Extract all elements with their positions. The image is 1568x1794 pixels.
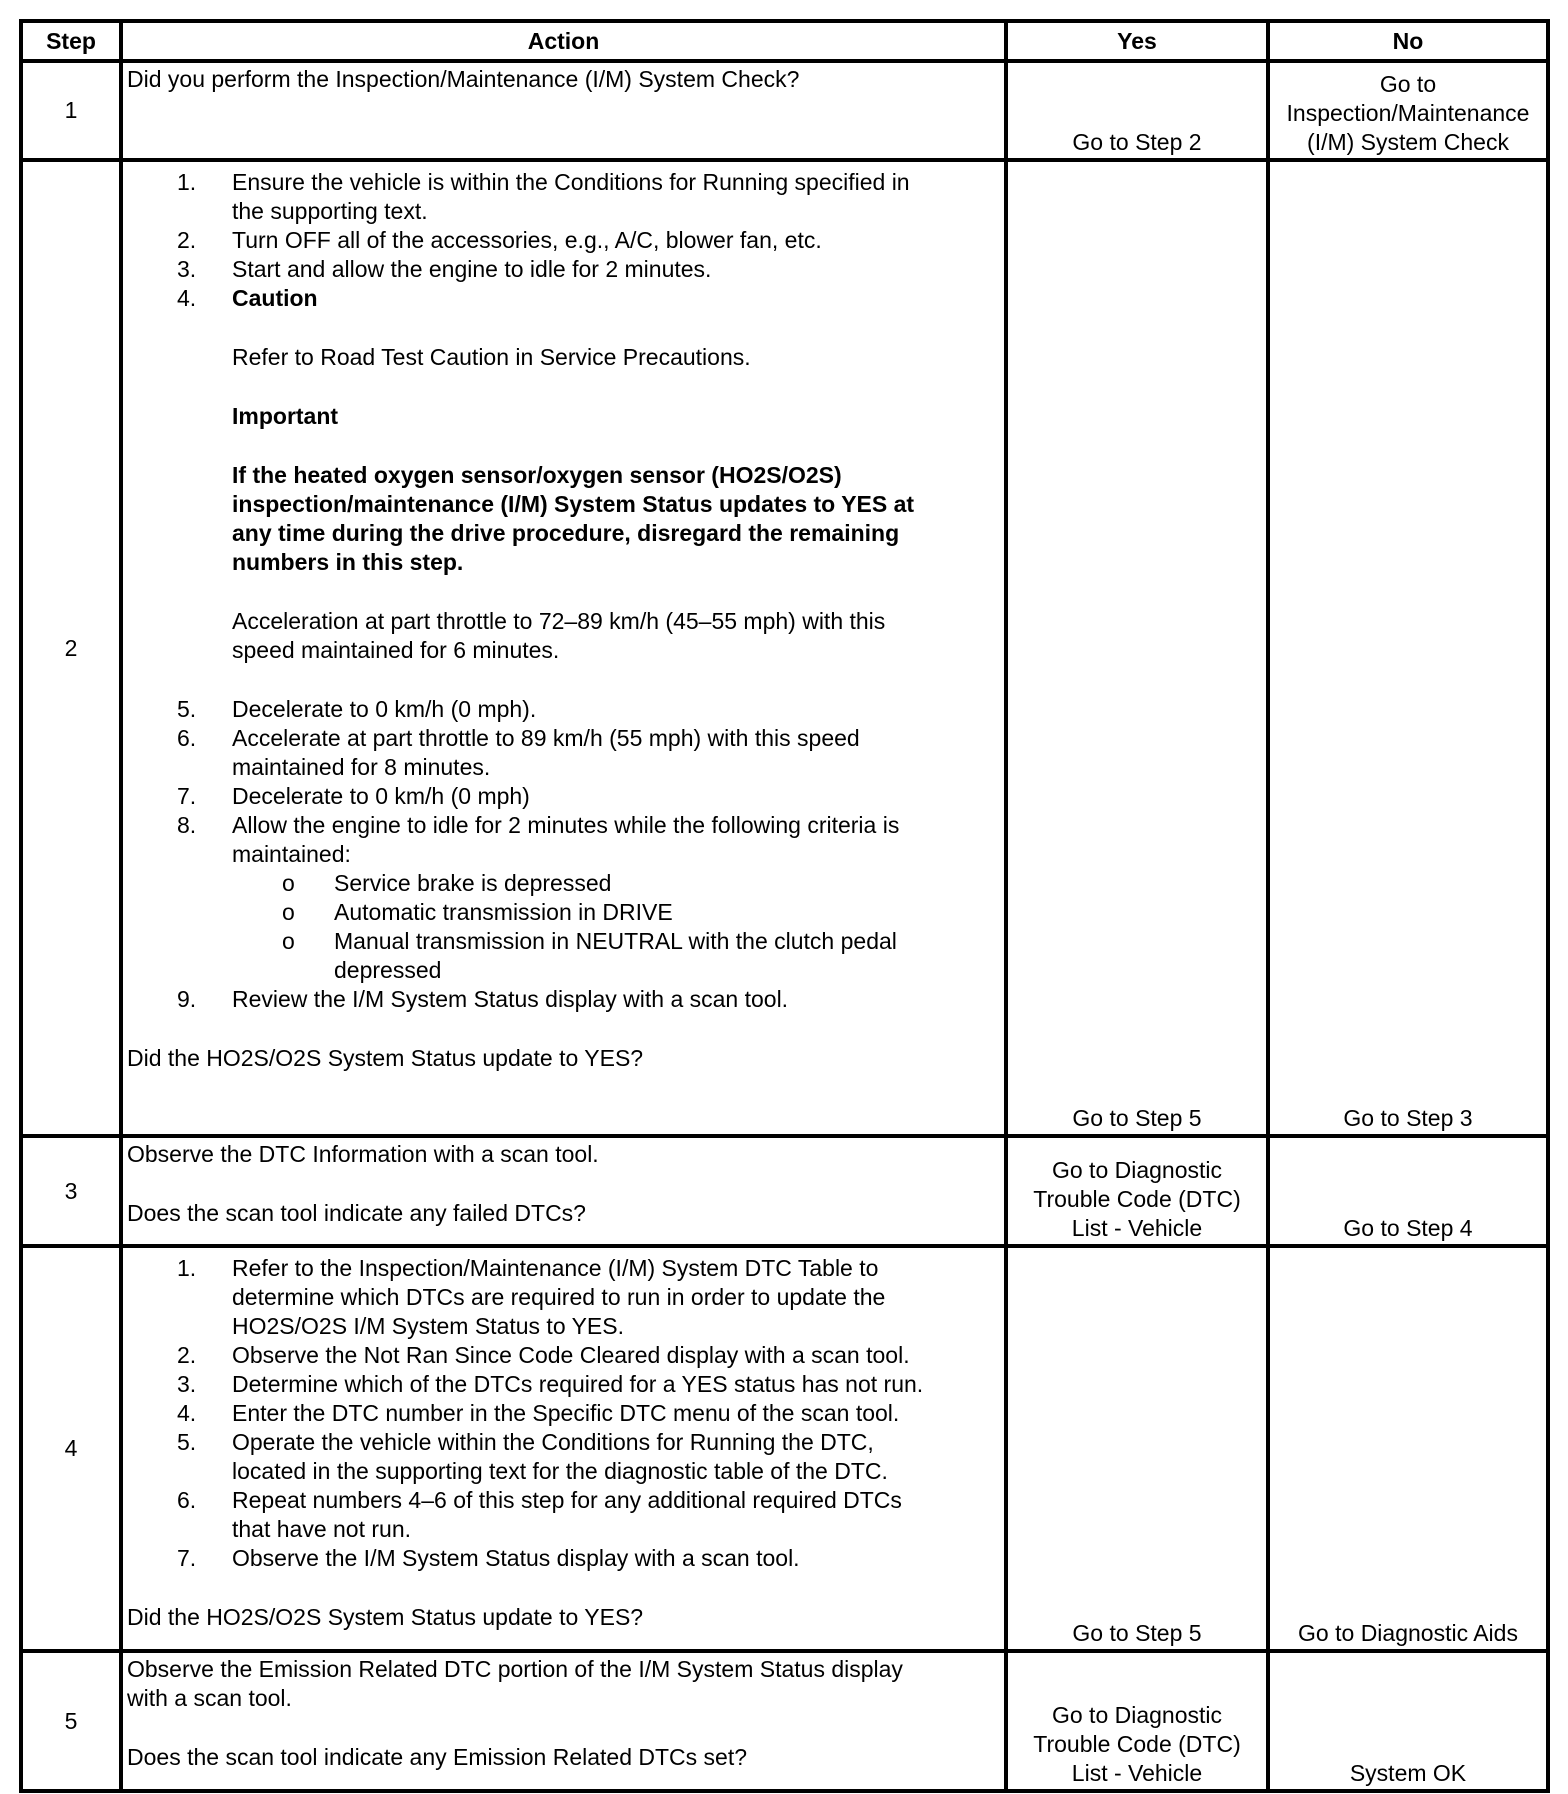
bullet-icon: o: [282, 928, 295, 954]
item-number: 7.: [177, 783, 197, 809]
step-number: 3: [21, 1136, 121, 1246]
bullet-icon: o: [282, 899, 295, 925]
item-number: 2.: [177, 227, 197, 253]
important-line: If the heated oxygen sensor/oxygen sensor (HO2S/O2S): [232, 462, 842, 488]
bullet-item: [127, 869, 1000, 898]
list-item: [127, 1486, 1000, 1544]
caution-text: Refer to Road Test Caution in Service Precautions.: [232, 344, 751, 370]
acceleration-text: [127, 607, 1000, 665]
list-item: [127, 255, 1000, 284]
important-line: numbers in this step.: [232, 549, 464, 575]
step-number: 4: [21, 1246, 121, 1651]
no-result-line: Go to: [1379, 71, 1437, 97]
table-row: [21, 160, 1548, 1136]
bullet-line: Manual transmission in NEUTRAL with the clutch pedal: [334, 928, 897, 954]
bullet-line: Service brake is depressed: [334, 870, 612, 896]
item-number: 1.: [177, 1255, 197, 1281]
action-cell: [121, 1651, 1006, 1791]
action-cell: [121, 1246, 1006, 1651]
bullet-item: [127, 898, 1000, 927]
item-line: Ensure the vehicle is within the Conditions for Running specified in: [232, 169, 910, 195]
item-number: 6.: [177, 725, 197, 751]
step-list: [127, 168, 1000, 313]
question-text: Did the HO2S/O2S System Status update to YES?: [127, 1045, 644, 1071]
item-line: Refer to the Inspection/Maintenance (I/M) System DTC Table to: [232, 1255, 879, 1281]
header-no: No: [1268, 21, 1548, 61]
no-result: Go to Diagnostic Aids: [1268, 1246, 1548, 1651]
item-line: located in the supporting text for the diagnostic table of the DTC.: [232, 1458, 888, 1484]
item-line: the supporting text.: [232, 198, 428, 224]
item-line: Decelerate to 0 km/h (0 mph).: [232, 696, 537, 722]
item-line: maintained:: [232, 841, 351, 867]
list-item: [127, 284, 1000, 313]
yes-result: [1006, 1651, 1268, 1791]
item-number: 2.: [177, 1342, 197, 1368]
bullet-item: [127, 927, 1000, 985]
step-number: 1: [21, 61, 121, 160]
header-step: Step: [21, 21, 121, 61]
question-text: Did you perform the Inspection/Maintenance (I/M) System Check?: [127, 66, 800, 92]
yes-result-line: List - Vehicle: [1071, 1760, 1203, 1786]
yes-result-line: Trouble Code (DTC): [1033, 1186, 1241, 1212]
step-number: 2: [21, 160, 121, 1136]
table-row: [21, 1136, 1548, 1246]
no-result: [1268, 61, 1548, 160]
step-number: 5: [21, 1651, 121, 1791]
list-item: [127, 1341, 1000, 1370]
no-result-line: Inspection/Maintenance: [1286, 100, 1530, 126]
bullet-icon: o: [282, 870, 295, 896]
list-item: [127, 1370, 1000, 1399]
item-line: Determine which of the DTCs required for a YES status has not run.: [232, 1371, 924, 1397]
item-number: 4.: [177, 285, 197, 311]
item-number: 7.: [177, 1545, 197, 1571]
header-row: [21, 21, 1548, 61]
no-result: System OK: [1268, 1651, 1548, 1791]
list-item: [127, 168, 1000, 226]
question-text: Did the HO2S/O2S System Status update to YES?: [127, 1604, 644, 1630]
step-list: [127, 695, 1000, 1014]
yes-result-line: Trouble Code (DTC): [1033, 1731, 1241, 1757]
important-line: inspection/maintenance (I/M) System Status updates to YES at: [232, 491, 915, 517]
item-number: 5.: [177, 1429, 197, 1455]
action-text: Observe the DTC Information with a scan tool.: [127, 1141, 599, 1167]
item-line: Allow the engine to idle for 2 minutes while the following criteria is: [232, 812, 900, 838]
question-text: Does the scan tool indicate any failed DTCs?: [127, 1200, 586, 1226]
action-line: with a scan tool.: [127, 1685, 292, 1711]
important-line: any time during the drive procedure, disregard the remaining: [232, 520, 900, 546]
acceleration-line: Acceleration at part throttle to 72–89 km/h (45–55 mph) with this: [232, 608, 886, 634]
list-item: [127, 811, 1000, 869]
yes-result: Go to Step 5: [1006, 1246, 1268, 1651]
item-number: 1.: [177, 169, 197, 195]
item-number: 5.: [177, 696, 197, 722]
item-line: maintained for 8 minutes.: [232, 754, 491, 780]
action-cell: [121, 1136, 1006, 1246]
action-cell: [121, 61, 1006, 160]
table-row: [21, 61, 1548, 160]
item-line: Review the I/M System Status display with a scan tool.: [232, 986, 789, 1012]
item-number: 8.: [177, 812, 197, 838]
caution-label: Caution: [232, 285, 318, 311]
no-result: Go to Step 4: [1268, 1136, 1548, 1246]
item-line: Observe the Not Ran Since Code Cleared display with a scan tool.: [232, 1342, 910, 1368]
no-result: Go to Step 3: [1268, 160, 1548, 1136]
action-line: Observe the Emission Related DTC portion of the I/M System Status display: [127, 1656, 903, 1682]
table-row: [21, 1246, 1548, 1651]
no-result-line: (I/M) System Check: [1307, 129, 1509, 155]
action-cell: [121, 160, 1006, 1136]
list-item: [127, 724, 1000, 782]
item-line: Decelerate to 0 km/h (0 mph): [232, 783, 530, 809]
list-item: [127, 1399, 1000, 1428]
item-line: that have not run.: [232, 1516, 412, 1542]
yes-result-line: Go to Diagnostic: [1051, 1157, 1223, 1183]
yes-result: Go to Step 5: [1006, 160, 1268, 1136]
item-number: 3.: [177, 256, 197, 282]
item-line: Enter the DTC number in the Specific DTC menu of the scan tool.: [232, 1400, 900, 1426]
item-line: Start and allow the engine to idle for 2 minutes.: [232, 256, 712, 282]
important-label: Important: [232, 403, 339, 429]
item-line: HO2S/O2S I/M System Status to YES.: [232, 1313, 624, 1339]
yes-result: [1006, 1136, 1268, 1246]
header-action: Action: [121, 21, 1006, 61]
question-text: Does the scan tool indicate any Emission Related DTCs set?: [127, 1744, 748, 1770]
item-line: Repeat numbers 4–6 of this step for any additional required DTCs: [232, 1487, 902, 1513]
item-line: Accelerate at part throttle to 89 km/h (55 mph) with this speed: [232, 725, 860, 751]
list-item: [127, 782, 1000, 811]
important-text: [127, 461, 1000, 577]
item-line: Observe the I/M System Status display with a scan tool.: [232, 1545, 800, 1571]
item-line: Turn OFF all of the accessories, e.g., A/C, blower fan, etc.: [232, 227, 822, 253]
table-row: [21, 1651, 1548, 1791]
list-item: [127, 1254, 1000, 1341]
list-item: [127, 226, 1000, 255]
diagnostic-table: [19, 19, 1550, 1793]
item-line: Operate the vehicle within the Conditions for Running the DTC,: [232, 1429, 874, 1455]
item-number: 3.: [177, 1371, 197, 1397]
list-item: [127, 1428, 1000, 1486]
list-item: [127, 985, 1000, 1014]
item-number: 6.: [177, 1487, 197, 1513]
yes-result-line: List - Vehicle: [1071, 1215, 1203, 1241]
item-number: 4.: [177, 1400, 197, 1426]
yes-result: Go to Step 2: [1006, 61, 1268, 160]
yes-result-line: Go to Diagnostic: [1051, 1702, 1223, 1728]
step-list: [127, 1254, 1000, 1573]
list-item: [127, 1544, 1000, 1573]
acceleration-line: speed maintained for 6 minutes.: [232, 637, 560, 663]
bullet-line: Automatic transmission in DRIVE: [334, 899, 673, 925]
header-yes: Yes: [1006, 21, 1268, 61]
item-number: 9.: [177, 986, 197, 1012]
list-item: [127, 695, 1000, 724]
bullet-line: depressed: [334, 957, 442, 983]
item-line: determine which DTCs are required to run in order to update the: [232, 1284, 886, 1310]
